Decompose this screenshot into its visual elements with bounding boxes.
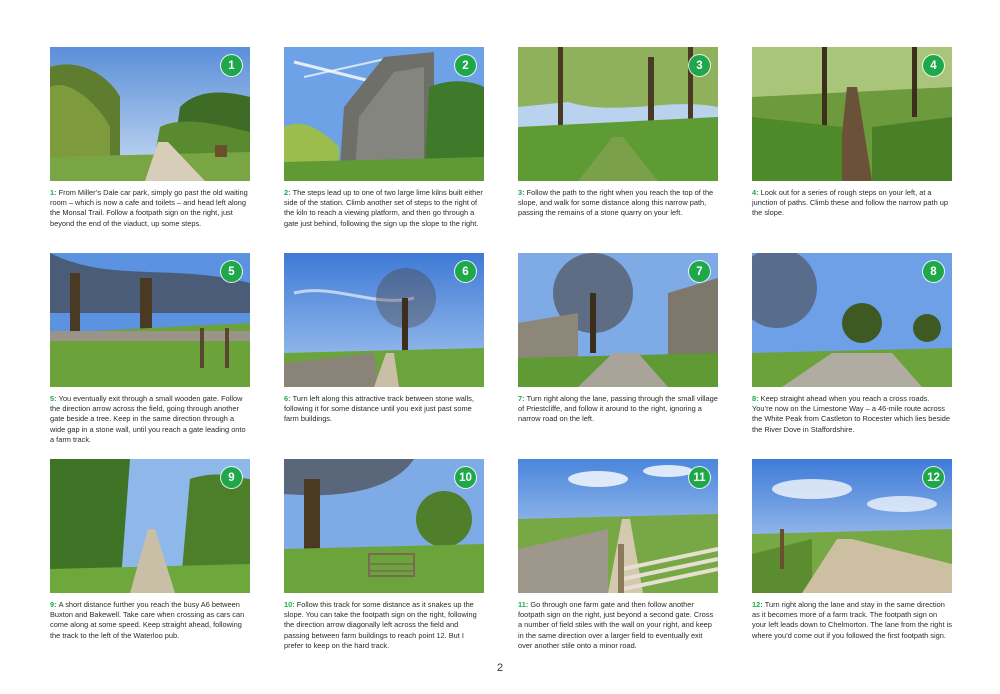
step-2-number: 2 — [284, 188, 289, 197]
step-4-number: 4 — [752, 188, 757, 197]
step-3-badge: 3 — [689, 55, 710, 76]
step-6-photo — [284, 253, 484, 387]
step-3 — [518, 47, 718, 253]
step-2-text: The steps lead up to one of two large lime kilns built either side of the station. Climb another set of steps to the right of the kiln to reach a viewing platform, and then go through a gate just behind, following the sign up the slope to the right. — [284, 188, 483, 228]
step-8-photo — [752, 253, 952, 387]
step-6-badge: 6 — [455, 261, 476, 282]
step-6-text: Turn left along this attractive track between stone walls, following it for some distance until you exit just past some farm buildings. — [284, 394, 474, 424]
step-3-number: 3 — [518, 188, 523, 197]
page-number: 2 — [496, 662, 504, 674]
step-2-photo — [284, 47, 484, 181]
step-12-number: 12 — [752, 600, 761, 609]
step-1-caption: 1: From Miller’s Dale car park, simply go past the old waiting room – which is now a cafe and toilets – and head left along the Monsal Trail. Follow a footpath sign on the right, just beyond the end of the viaduct, up some steps. — [50, 188, 248, 228]
step-11-number: 11 — [518, 600, 526, 609]
step-2-badge: 2 — [455, 55, 476, 76]
step-11-photo — [518, 459, 718, 593]
step-10-photo — [284, 459, 484, 593]
step-6-number: 6 — [284, 394, 289, 403]
step-8-caption: 8: Keep straight ahead when you reach a cross roads. You’re now on the Limestone Way – a 46-mile route across the White Peak from Castleton to Rocester which lies beside the River Dove in Staffordshire. — [752, 394, 950, 434]
step-7 — [518, 253, 718, 459]
step-8-number: 8 — [752, 394, 757, 403]
step-2 — [284, 47, 484, 253]
step-1-badge: 1 — [221, 55, 242, 76]
step-10-text: Follow this track for some distance as it snakes up the slope. You can take the footpath sign on the right, following the direction arrow diagonally left across the field and passing between farm buildings to reach point 12. But I prefer to keep on the hard track. — [284, 600, 477, 650]
step-10-caption: 10: Follow this track for some distance as it snakes up the slope. You can take the footpath sign on the right, following the direction arrow diagonally left across the field and passing between farm buildings to reach point 12. But I prefer to keep on the hard track. — [284, 600, 477, 650]
step-11-badge: 11 — [689, 467, 710, 488]
step-10-number: 10 — [284, 600, 293, 609]
step-1-text: From Miller’s Dale car park, simply go past the old waiting room – which is now a cafe and toilets – and head left along the Monsal Trail. Follow a footpath sign on the right, just beyond the end of the viaduct, up some steps. — [50, 188, 248, 228]
step-7-badge: 7 — [689, 261, 710, 282]
step-5-text: You eventually exit through a small wooden gate. Follow the direction arrow across the field, going through another gate beside a tree. Keep in the same direction through a wide gap in a stone wall, until you reach a gate leading onto a farm track. — [50, 394, 246, 444]
step-5-caption: 5: You eventually exit through a small wooden gate. Follow the direction arrow across the field, going through another gate beside a tree. Keep in the same direction through a wide gap in a stone wall, until you reach a gate leading onto a farm track. — [50, 394, 246, 444]
step-3-text: Follow the path to the right when you reach the top of the slope, and walk for some distance along this narrow path, passing the remains of a stone quarry on your left. — [518, 188, 714, 218]
step-7-text: Turn right along the lane, passing through the small village of Priestcliffe, and follow it around to the right, ignoring a narrow road on the left. — [518, 394, 718, 424]
step-3-photo — [518, 47, 718, 181]
step-12 — [752, 459, 952, 665]
step-2-caption: 2: The steps lead up to one of two large lime kilns built either side of the station. Climb another set of steps to the right of the kiln to reach a viewing platform, and then go through a gate just behind, following the sign up the slope to the right. — [284, 188, 483, 228]
step-12-photo — [752, 459, 952, 593]
step-4-text: Look out for a series of rough steps on your left, at a junction of paths. Climb these and follow the narrow path up the slope. — [752, 188, 948, 218]
step-11-text: Go through one farm gate and then follow another footpath sign on the right, just beyond a second gate. Cross a number of field stiles with the wall on your right, and keep in the same direction over a larger field to eventually exit over another stile onto a minor road. — [518, 600, 714, 650]
step-9-text: A short distance further you reach the busy A6 between Buxton and Bakewell. Take care when crossing as cars can come along at some speed. Keep straight ahead, following the track to the left of the Waterloo pub. — [50, 600, 245, 640]
step-5-badge: 5 — [221, 261, 242, 282]
step-9 — [50, 459, 250, 665]
step-6 — [284, 253, 484, 459]
step-9-number: 9 — [50, 600, 55, 609]
step-12-badge: 12 — [923, 467, 944, 488]
step-4 — [752, 47, 952, 253]
step-8 — [752, 253, 952, 459]
step-3-caption: 3: Follow the path to the right when you reach the top of the slope, and walk for some distance along this narrow path, passing the remains of a stone quarry on your left. — [518, 188, 714, 218]
step-5 — [50, 253, 250, 459]
step-9-caption: 9: A short distance further you reach the busy A6 between Buxton and Bakewell. Take care when crossing as cars can come along at some speed. Keep straight ahead, following the track to the left of the Waterloo pub. — [50, 600, 245, 640]
step-9-badge: 9 — [221, 467, 242, 488]
step-7-number: 7 — [518, 394, 523, 403]
step-4-caption: 4: Look out for a series of rough steps on your left, at a junction of paths. Climb these and follow the narrow path up the slope. — [752, 188, 948, 218]
step-5-number: 5 — [50, 394, 55, 403]
step-8-text: Keep straight ahead when you reach a cross roads. You’re now on the Limestone Way – a 46-mile route across the White Peak from Castleton to Rocester which lies beside the River Dove in Staffordshire. — [752, 394, 950, 434]
step-8-badge: 8 — [923, 261, 944, 282]
step-12-caption: 12: Turn right along the lane and stay in the same direction as it becomes more of a farm track. The footpath sign on your left leads down to Chelmorton. The lane from the right is where you’d come out if you followed the first footpath sign. — [752, 600, 952, 640]
step-1 — [50, 47, 250, 253]
step-11-caption: 11: Go through one farm gate and then follow another footpath sign on the right, just beyond a second gate. Cross a number of field stiles with the wall on your right, and keep in the same direction over a larger field to eventually exit over another stile onto a minor road. — [518, 600, 714, 650]
step-10 — [284, 459, 484, 665]
step-4-photo — [752, 47, 952, 181]
step-1-photo — [50, 47, 250, 181]
step-12-text: Turn right along the lane and stay in the same direction as it becomes more of a farm track. The footpath sign on your left leads down to Chelmorton. The lane from the right is where you’d come out if you followed the first footpath sign. — [752, 600, 952, 640]
step-11 — [518, 459, 718, 665]
step-6-caption: 6: Turn left along this attractive track between stone walls, following it for some distance until you exit just past some farm buildings. — [284, 394, 474, 424]
step-1-number: 1 — [50, 188, 55, 197]
step-5-photo — [50, 253, 250, 387]
step-7-photo — [518, 253, 718, 387]
step-10-badge: 10 — [455, 467, 476, 488]
step-4-badge: 4 — [923, 55, 944, 76]
step-9-photo — [50, 459, 250, 593]
step-7-caption: 7: Turn right along the lane, passing through the small village of Priestcliffe, and follow it around to the right, ignoring a narrow road on the left. — [518, 394, 718, 424]
route-steps-grid — [50, 47, 952, 665]
